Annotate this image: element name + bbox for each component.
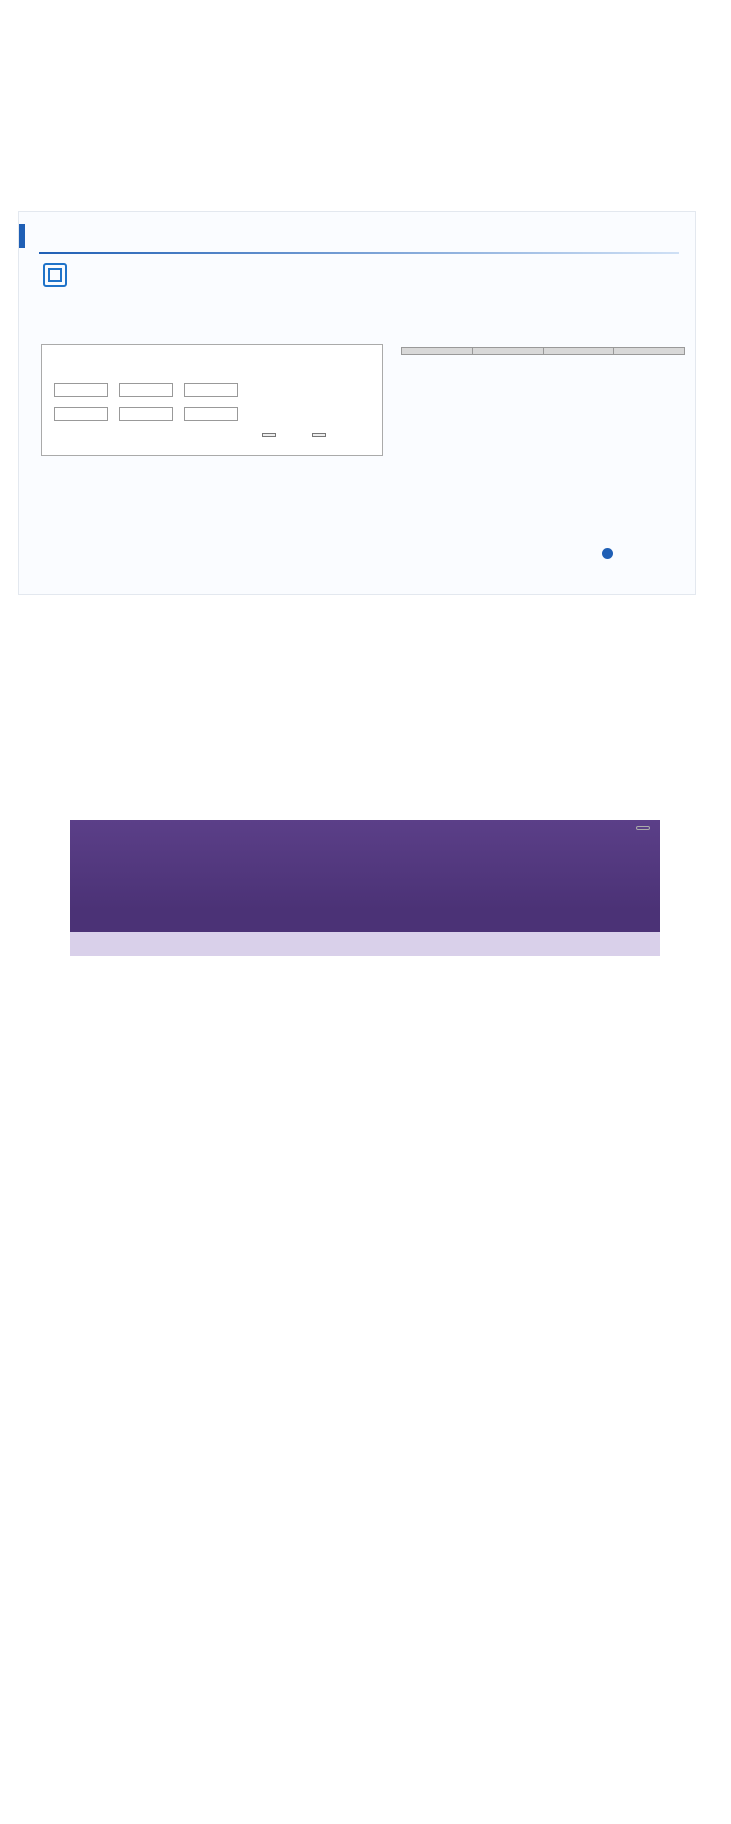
weather-select: [54, 383, 108, 397]
table-header: [472, 348, 543, 355]
dialog-row-dates: [50, 383, 242, 397]
bio-line: [18, 105, 618, 130]
outline-column-headers: [70, 910, 660, 932]
title-accent-bar: [19, 224, 25, 248]
cabr-logo: [602, 548, 692, 559]
outline-header: [70, 820, 660, 910]
report-button: [312, 433, 326, 437]
courseware-slide[interactable]: [18, 211, 696, 595]
bio-line: [18, 30, 618, 55]
seal-icon: [602, 548, 613, 559]
optimal-angle-table: [401, 347, 685, 355]
bio-line: [18, 55, 618, 80]
bio-line: [18, 130, 618, 155]
end-angle-field: [119, 407, 173, 421]
table-header: [543, 348, 614, 355]
outline-section-title: [70, 932, 660, 956]
step-field: [184, 407, 238, 421]
bio-line: [18, 80, 618, 105]
table-header: [614, 348, 685, 355]
cube-icon: [43, 263, 67, 287]
end-date-field: [184, 383, 238, 397]
expert-bio: [18, 30, 618, 155]
calc-button: [262, 433, 276, 437]
course-outline-image[interactable]: [70, 820, 660, 1824]
dialog-row-angles: [50, 407, 242, 421]
table-header: [402, 348, 473, 355]
analysis-dialog: [41, 344, 383, 456]
title-underline: [39, 252, 679, 254]
start-date-field: [119, 383, 173, 397]
start-angle-field: [54, 407, 108, 421]
outline-right-logo: [636, 826, 650, 830]
